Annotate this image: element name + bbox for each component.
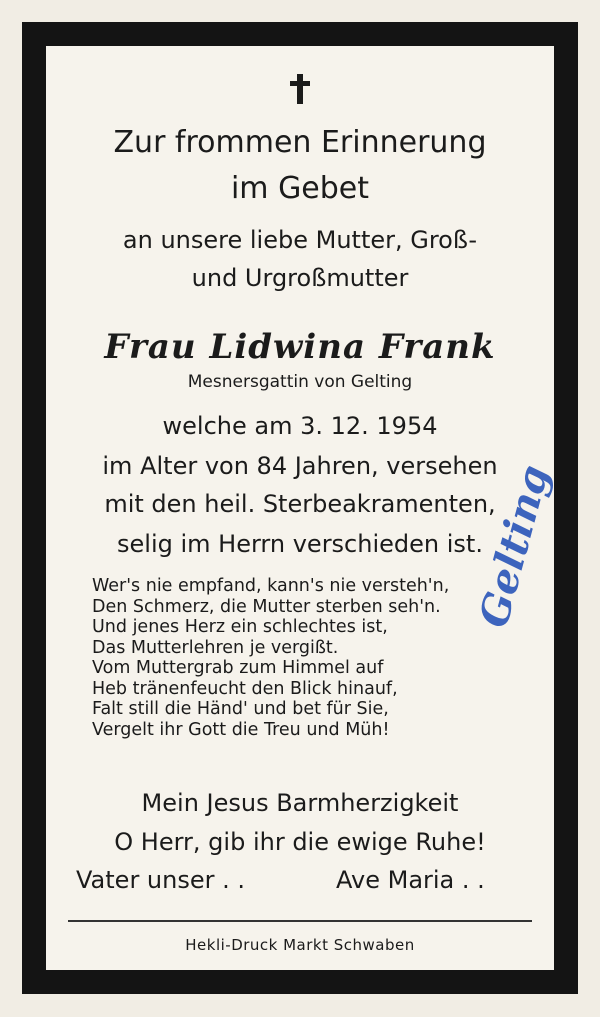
deceased-name: Frau Lidwina Frank — [104, 327, 496, 367]
prayer-line-1: Mein Jesus Barmherzigkeit — [141, 789, 459, 817]
prayer-ave-maria: Ave Maria . . — [336, 866, 485, 894]
poem-line: Vom Muttergrab zum Himmel auf — [92, 658, 384, 678]
dedication-line-1: an unsere liebe Mutter, Groß- — [122, 226, 478, 254]
cross-icon — [290, 74, 310, 104]
occupation: Mesnersgattin von Gelting — [187, 372, 413, 392]
handwritten-note: Gelting — [470, 460, 559, 633]
poem-line: Falt still die Händ' und bet für Sie, — [92, 699, 389, 719]
divider-line — [68, 920, 532, 922]
memorial-poem — [92, 576, 532, 740]
card-content — [46, 46, 554, 970]
poem-line: Heb tränenfeucht den Blick hinauf, — [92, 678, 398, 699]
death-line-1: welche am 3. 12. 1954 — [162, 412, 438, 440]
title-line-1: Zur frommen Erinnerung — [113, 125, 487, 160]
poem-line: Wer's nie empfand, kann's nie versteh'n, — [92, 576, 450, 596]
title-line-2: im Gebet — [230, 171, 370, 206]
printer-credit: Hekli-Druck Markt Schwaben — [185, 936, 415, 954]
poem-line: Und jenes Herz ein schlechtes ist, — [92, 617, 388, 637]
death-line-2: im Alter von 84 Jahren, versehen — [102, 452, 498, 480]
prayer-line-2: O Herr, gib ihr die ewige Ruhe! — [114, 828, 486, 856]
poem-line: Das Mutterlehren je vergißt. — [92, 637, 339, 658]
poem-line: Vergelt ihr Gott die Treu und Müh! — [92, 719, 390, 740]
poem-line: Den Schmerz, die Mutter sterben seh'n. — [92, 596, 441, 617]
prayer-vater-unser: Vater unser . . — [76, 866, 246, 894]
dedication-line-2: und Urgroßmutter — [191, 264, 409, 292]
death-line-3: mit den heil. Sterbeakramenten, — [104, 490, 496, 518]
death-line-4: selig im Herrn verschieden ist. — [117, 530, 483, 558]
